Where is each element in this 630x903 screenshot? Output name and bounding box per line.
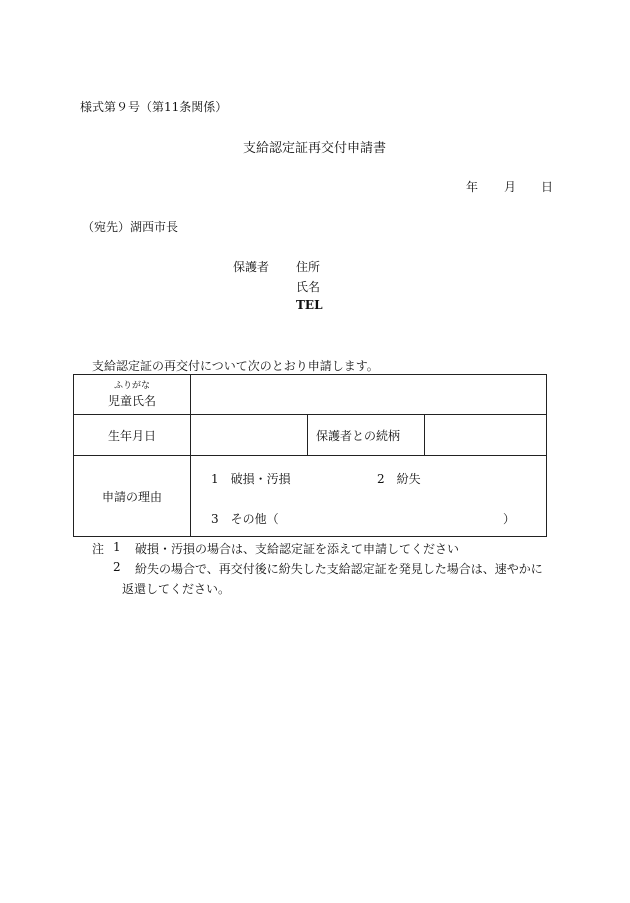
notes-prefix: 注	[92, 542, 105, 556]
form-number: 様式第９号（第11条関係）	[80, 100, 228, 114]
birthdate-label: 生年月日	[74, 415, 191, 456]
reason-option-other[interactable]: 3 その他（	[211, 512, 279, 526]
furigana-label: ふりがな	[113, 381, 150, 391]
note-1-number: 1	[113, 540, 121, 554]
reason-option-damage[interactable]: 1 破損・汚損	[211, 472, 291, 486]
child-name-field[interactable]	[191, 375, 547, 415]
birthdate-field[interactable]	[191, 415, 308, 456]
document-title: 支給認定証再交付申請書	[243, 141, 387, 156]
reason-label: 申請の理由	[74, 456, 191, 537]
date-year-label: 年	[466, 180, 479, 194]
reason-other-close-paren: ）	[503, 512, 516, 526]
table-row	[74, 415, 547, 456]
date-month-label: 月	[504, 180, 517, 194]
address-label: 住所	[296, 260, 321, 274]
addressee: （宛先）湖西市長	[82, 220, 179, 234]
tel-label: TEL	[296, 298, 323, 312]
name-label: 氏名	[296, 280, 321, 294]
reason-options-cell	[191, 456, 547, 537]
intro-text: 支給認定証の再交付について次のとおり申請します。	[92, 359, 379, 373]
relation-field[interactable]	[425, 415, 547, 456]
relation-label: 保護者との続柄	[308, 415, 425, 456]
applicant-role: 保護者	[233, 260, 270, 274]
note-2-number: 2	[113, 560, 121, 574]
note-2-text-line2: 返還してください。	[122, 582, 231, 596]
table-row	[74, 375, 547, 415]
application-table	[73, 374, 547, 537]
child-name-label-cell	[74, 375, 191, 415]
child-name-label: 児童氏名	[107, 394, 156, 408]
table-row	[74, 456, 547, 537]
note-1-text: 破損・汚損の場合は、支給認定証を添えて申請してください	[135, 542, 460, 556]
reason-option-lost[interactable]: 2 紛失	[377, 472, 421, 486]
note-2-text-line1: 紛失の場合で、再交付後に紛失した支給認定証を発見した場合は、速やかに	[135, 562, 543, 576]
date-day-label: 日	[541, 180, 554, 194]
